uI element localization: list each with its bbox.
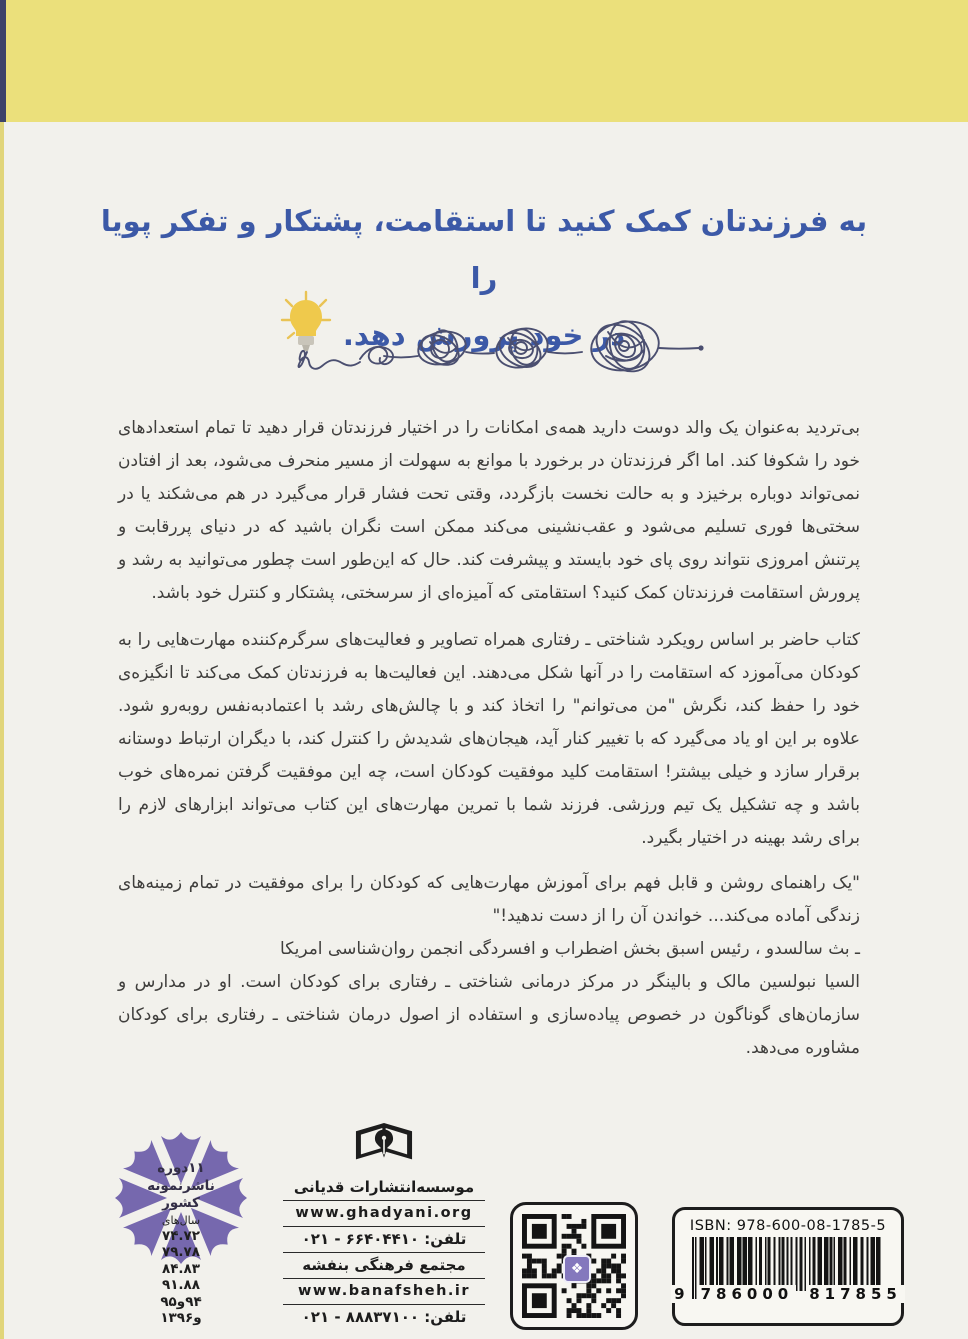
testimonial-quote: "یک راهنمای روشن و قابل فهم برای آموزش مهارت‌هایی که کودکان را برای موفقیت در تمام زمینه‌های زندگی آماده می‌کند... خواندن آن را از دست ندهید!" [118,873,860,926]
scribble-line [299,315,704,381]
tangle-small [415,327,469,371]
award-year: ۸۴.۸۳ [161,1260,201,1277]
phone-label: تلفن: [424,1230,467,1248]
award-badge [93,1122,269,1334]
qr-center-logo-icon: ❖ [563,1255,591,1283]
phone-number: ۰۲۱ - ۸۸۸۳۷۱۰۰ [301,1308,420,1326]
publisher-phone2 [283,1305,485,1330]
award-line: سال‌های [161,1213,201,1227]
publisher-phone1 [283,1227,485,1253]
headline-line2: در خود پرورش دهد. [342,318,626,352]
award-year: ۹۴و۹۵ [160,1293,202,1310]
publisher-complex: مجتمع فرهنگی بنفشه [283,1253,485,1279]
award-year: ۷۹.۷۸ [161,1244,201,1260]
back-cover-text [118,412,860,1065]
headline-line1: به فرزندتان کمک کنید تا استقامت، پشتکار و تفکر پویا را [100,204,868,295]
top-yellow-band [0,0,968,122]
isbn-label: ISBN: 978-600-08-1785-5 [689,1218,887,1234]
paragraph-intro: بی‌تردید به‌عنوان یک والد دوست دارید همه‌ی امکانات را در اختیار فرزندتان قرار دهید تا تمام استعدادهای خود را شکوفا کند. اما اگر فرزندتان در برخورد با موانع به سهولت از مسیر منحرف می‌شود، بعد از افتادن نمی‌تواند دوباره برخیزد و به حالت نخست بازگردد، وقتی تحت فشار قرار می‌گیرد در هم می‌شکند یا در سختی‌ها فوری تسلیم می‌شود و عقب‌نشینی می‌کند ممکن است نگران باشید که در دنیای پررقابت و پرتنش امروزی نتواند روی پای خود بایستد و پیشرفت کند. حال که این‌طور است چطور می‌توانید به رشد و پرورش استقامت فرزندتان کمک کنید؟ استقامتی که آمیزه‌ای از سرسختی، پشتکار و کنترل خود باشد. [118,418,860,603]
award-line: کشور [162,1195,200,1211]
barcode-digit-group: 817855 [806,1285,905,1303]
publisher-name: موسسه‌انتشارات قدیانی [283,1175,485,1201]
idea-scribble-illustration [280,290,710,382]
award-line: ناشرنمونه [147,1177,215,1194]
book-pen-icon [351,1118,417,1166]
spine-yellow-stripe [0,122,4,1339]
tangle-medium [492,323,552,374]
award-year: ۷۴.۷۲ [161,1227,201,1244]
barcode-digit-group: 786000 [698,1285,797,1303]
publisher-block [283,1118,485,1330]
award-year: و۱۳۹۶ [160,1310,202,1326]
phone-label: تلفن: [424,1308,467,1326]
barcode-box [672,1207,904,1326]
award-line: ۱۱دوره [157,1160,205,1176]
tangle-large [587,315,662,381]
publisher-website: www.ghadyani.org [283,1201,485,1227]
barcode-digits [675,1285,901,1303]
barcode-digit-group: 9 [671,1285,687,1303]
lightbulb-icon [282,292,330,351]
phone-number: ۰۲۱ - ۶۶۴۰۴۴۱۰ [301,1230,420,1248]
publisher-website2: www.banafsheh.ir [283,1279,485,1305]
award-year: ۹۱.۸۸ [161,1277,201,1293]
paragraph-book-description: کتاب حاضر بر اساس رویکرد شناختی ـ رفتاری همراه تصاویر و فعالیت‌های سرگرم‌کننده مهارت‌هایی را به کودکان می‌آموزد که استقامت را در آنها شکل می‌دهند. این فعالیت‌ها به فرزندتان کمک می‌کند تا انگیزه‌ی خود را حفظ کند، نگرش "من می‌توانم" را اتخاذ کند و با چالش‌های رشد با اعتمادبه‌نفس روبه‌رو شود. علاوه بر این او یاد می‌گیرد که با تغییر کنار آید، هیجان‌های شدیدش را کنترل کند، با دیگران ارتباط دوستانه برقرار سازد و خیلی بیشتر! استقامت کلید موفقیت کودکان است، چه این موفقیت گرفتن نمره‌های خوب باشد و چه تشکیل یک تیم ورزشی. فرزند شما با تمرین مهارت‌های این کتاب می‌تواند ابزارهای لازم را برای رشد بهینه در اختیار بگیرد. [118,630,860,848]
qr-code [510,1202,638,1330]
spine-navy-stripe [0,0,6,122]
author-bio: السیا نبولسین مالک و بالینگر در مرکز درمانی شناختی ـ رفتاری برای کودکان است. او در مدارس و سازمان‌های گوناگون در خصوص پیاده‌سازی و استفاده از اصول درمان شناختی ـ رفتاری برای کودکان مشاوره می‌دهد. [118,972,860,1058]
testimonial-attribution: ـ بث سالسدو ، رئیس اسبق بخش اضطراب و افسردگی انجمن روان‌شناسی امریکا [280,939,860,959]
award-text [93,1160,269,1327]
